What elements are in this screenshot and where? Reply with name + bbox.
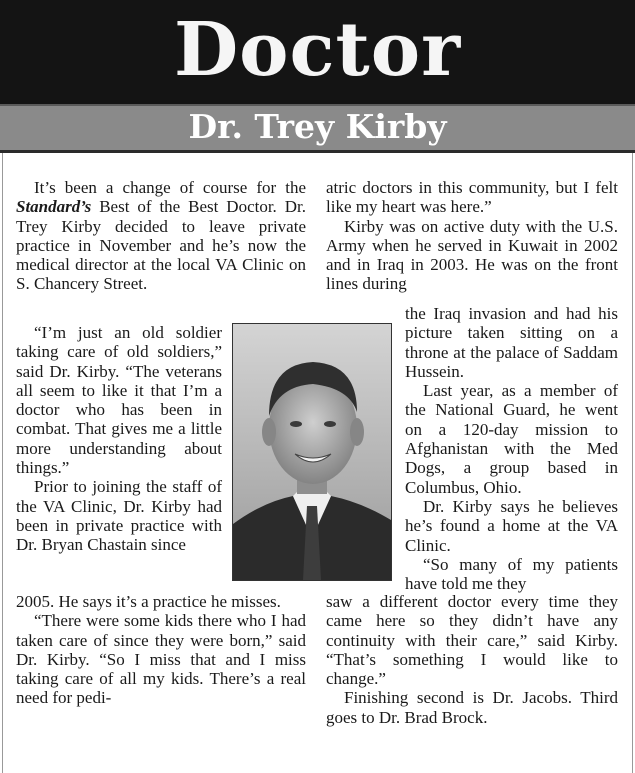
intro-paragraph [16,178,306,294]
paragraph: the Iraq invasion and had his picture taken sitting on a throne at the palace of Saddam Hussein. [405,304,618,381]
right-column-bottom [326,592,618,727]
frame-left-border [2,153,3,773]
right-column-wrap [405,304,618,593]
right-column-top [326,178,618,294]
paragraph: 2005. He says it’s a practice he misses. [16,592,281,611]
paragraph: saw a different doctor every time they came here so they didn’t have any continuity with their care,” said Kirby. “That’s something I would like to change.” [326,592,618,689]
portrait-photo [232,323,392,581]
paragraph: Finishing second is Dr. Jacobs. Third goes to Dr. Brad Brock. [326,688,618,727]
paragraph: Last year, as a member of the National Guard, he went on a 120-day mission to Afghanistan with the Med Dogs, a group based in Columbus, Ohio. [405,381,618,497]
paragraph: Dr. Kirby says he believes he’s found a home at the VA Clinic. [405,496,618,555]
paragraph: Prior to joining the staff of the VA Clinic, Dr. Kirby had been in private practice with Dr. Bryan Chastain since [16,477,222,555]
left-column-top [16,178,306,294]
left-column-bottom [16,592,306,708]
paragraph: atric doctors in this community, but I felt like my heart was here.” [326,178,618,217]
portrait-illustration [233,324,391,580]
left-column-wrap [16,323,222,555]
paragraph: “There were some kids there who I had taken care of since they were born,” said Dr. Kirby. “So I miss that and I miss taking care of all my kids. There’s a real need for pedi- [16,611,306,708]
newspaper-name: Standard’s [16,197,92,217]
paragraph: Kirby was on active duty with the U.S. Army when he served in Kuwait in 2002 and in Iraq in 2003. He was on the front lines during [326,216,618,294]
frame-right-border [632,153,633,773]
paragraph: “I’m just an old soldier taking care of old soldiers,” said Dr. Kirby. “The veterans all seem to like it that I’m a doctor who has been in combat. That gives me a little more understanding about things.” [16,323,222,478]
paragraph: “So many of my patients have told me they [405,554,618,594]
intro-text: It’s been a change of course for the Standard’s Best of the Best Doctor. Dr. Trey Kirby decided to leave private practice in November and he’s now the medical director at the local VA Clinic on S. Chancery Street. [16,178,306,294]
doctor-name: Dr. Trey Kirby [188,107,447,146]
page-title: Doctor [173,7,462,93]
header-rule [0,150,635,153]
